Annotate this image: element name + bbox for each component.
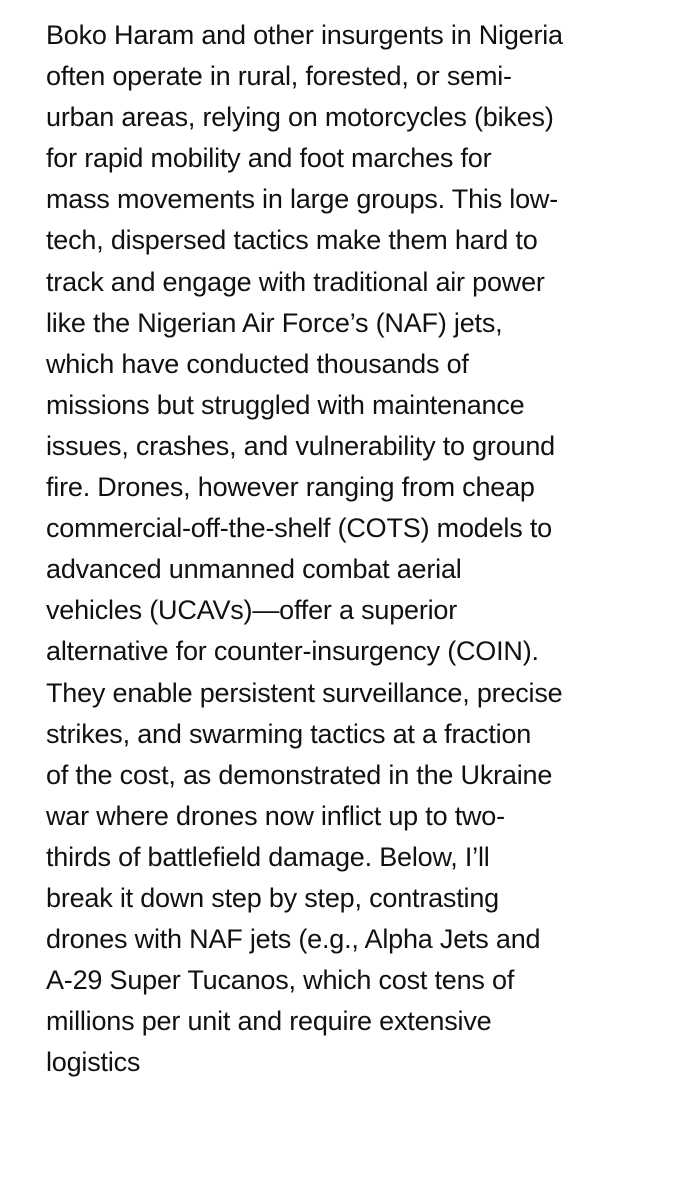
text-line: break it down step by step, contrasting (46, 882, 499, 913)
text-line: strikes, and swarming tactics at a fraction (46, 718, 532, 749)
text-line: missions but struggled with maintenance (46, 389, 525, 420)
text-line: drones with NAF jets (e.g., Alpha Jets and (46, 924, 541, 955)
text-line: war where drones now inflict up to two- (46, 800, 505, 831)
text-line: millions per unit and require extensive (46, 1006, 492, 1037)
text-line: urban areas, relying on motorcycles (bikes) (46, 102, 554, 133)
text-line: commercial-off-the-shelf (COTS) models to (46, 513, 552, 544)
text-line: advanced unmanned combat aerial (46, 554, 462, 585)
text-line: thirds of battlefield damage. Below, I’ll (46, 841, 490, 872)
text-line: track and engage with traditional air power (46, 266, 545, 297)
body-paragraph (46, 15, 686, 1083)
text-line: A-29 Super Tucanos, which cost tens of (46, 965, 515, 996)
text-line: which have conducted thousands of (46, 348, 469, 379)
text-line: fire. Drones, however ranging from cheap (46, 472, 535, 503)
text-line: mass movements in large groups. This low- (46, 184, 558, 215)
text-line: for rapid mobility and foot marches for (46, 143, 492, 174)
text-line: like the Nigerian Air Force’s (NAF) jets, (46, 307, 503, 338)
text-line: They enable persistent surveillance, precise (46, 677, 563, 708)
text-line: vehicles (UCAVs)—offer a superior (46, 595, 458, 626)
text-line: alternative for counter-insurgency (COIN). (46, 636, 539, 667)
text-line: tech, dispersed tactics make them hard to (46, 225, 538, 256)
text-line: of the cost, as demonstrated in the Ukraine (46, 759, 553, 790)
text-line: often operate in rural, forested, or semi- (46, 61, 512, 92)
text-line: issues, crashes, and vulnerability to ground (46, 430, 555, 461)
text-line: logistics (46, 1047, 141, 1078)
text-line: Boko Haram and other insurgents in Nigeria (46, 20, 563, 50)
